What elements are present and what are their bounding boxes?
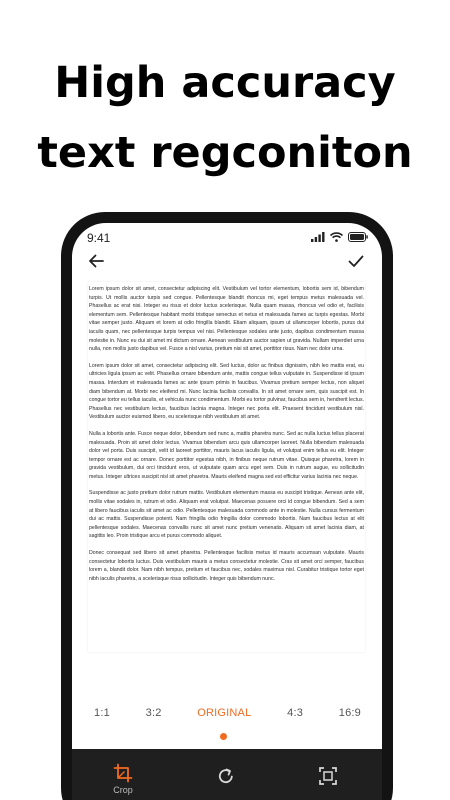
crop-icon — [113, 763, 133, 783]
ratio-option-original[interactable]: ORIGINAL — [197, 707, 252, 719]
wifi-icon — [330, 232, 343, 242]
document-paragraph: Donec consequat sed libero sit amet pharetra. Pellentesque facilisis metus id mauris accumsan vulputate. Mauris consectetur lobortis luctus. Duis vestibulum mauris a metus consectetur molestie. Cras sit amet orci semper, faucibus lorem a, blandit dolor. Nam nibh tempus, pretium et faucibus nec, sodales maximus nisl. Curabitur tristique tortor eget nibh iaculis pharetra, a scelerisque risus sollicitudin. Integer quis bibendum nunc. — [89, 550, 364, 582]
document-paragraph: Lorem ipsum dolor sit amet, consectetur adipiscing elit. Vestibulum vel tortor elementum, lobortis sem id, bibendum turpis. Ut mollis auctor turpis sed congue. Pellentesque blandit rhoncus mi, eget tempus metus malesuada vel. Phasellus ac erat nisi. Integer eu risus et dolor luctus scelerisque. Nulla quam massa, rhoncus vel odio et, facilisis elementum sem. Pellentesque habitant morbi tristique senectus et netus et malesuada fames ac turpis egestas. Morbi vitae semper justo. Aliquam et lorem at odio fringilla blandit. Etiam aliquam, ipsum ut ullamcorper lobortis, purus dui iaculis quam, nec pellentesque turpis tempus vel nisi. Pellentesque sodales ante justo, dapibus condimentum massa molestie in. Nunc eu dui sit amet mi dictum ornare. Aenean vestibulum auctor sapien ut gravida. Nullam imperdiet urna nulla, non mollis justo dapibus vel. Fusce a nisl varius, pretium nisi sit amet, porttitor risus. Nam nec dolor urna. — [89, 286, 364, 353]
selected-ratio-indicator — [220, 733, 227, 740]
status-time: 9:41 — [87, 231, 111, 245]
crop-label: Crop — [113, 785, 133, 795]
checkmark-icon[interactable] — [346, 251, 366, 271]
headline-line-1: High accuracy — [54, 58, 396, 108]
status-icons — [311, 232, 368, 242]
ratio-option-4-3[interactable]: 4:3 — [287, 707, 304, 719]
promo-headline — [0, 48, 450, 188]
rotate-button[interactable] — [206, 766, 246, 800]
battery-icon — [348, 232, 368, 242]
document-paragraph: Lorem ipsum dolor sit amet, consectetur adipiscing elit. Sed luctus, dolor ac finibus dignissim, nibh leo mattis erat, eu ultricies ligula ipsum ac velit. Phasellus ornare bibendum ante, mattis congue tellus vulputate in. Suspendisse id ipsum massa. Interdum et malesuada fames ac ante ipsum primis in faucibus. Vivamus pretium semper lectus, non aliquet diam bibendum at. Morbi nec eleifend mi. Nunc lacinia facilisis convallis. In sit amet ornare sem, quis suscipit est. In congue tortor eu tellus iaculis, et vehicula nunc condimentum. Morbi eu tortor pulvinar, faucibus sem in, hendrerit lectus. Phasellus nec vestibulum lectus, faucibus lacinia magna. Integer nec porta elit. Praesent tincidunt vestibulum nisl. Vestibulum auctor euismod libero, eu scelerisque nibh vestibulum sit amet. — [89, 362, 364, 421]
document-paragraph: Suspendisse ac justo pretium dolor rutrum mattis. Vestibulum elementum massa eu suscipit tristique. Aenean ante elit, mollis vitae sodales in, rutrum et odio. Aliquam erat volutpat. Maecenas posuere orci id congue bibendum. Sed a sem at libero faucibus iaculis sit amet ac odio. Pellentesque malesuada commodo ante in molestie. Nulla cursus fermentum dui ac mattis. Suspendisse potenti. Nam fringilla odio fringilla dolor commodo lobortis. Nam faucibus lectus at elit pellentesque sodales. Maecenas convallis nunc sit amet nunc pretium venenatis. Aliquam sit amet lacinia diam, at sagittis leo. Proin tristique arcu et purus commodo aliquet. — [89, 490, 364, 540]
ratio-option-16-9[interactable]: 16:9 — [338, 707, 361, 719]
bottom-toolbar — [72, 749, 382, 800]
aspect-ratio-selector — [72, 707, 382, 727]
crop-button[interactable] — [103, 763, 143, 800]
rotate-icon — [216, 766, 236, 786]
ratio-option-1-1[interactable]: 1:1 — [94, 707, 110, 719]
editor-top-bar — [72, 249, 382, 275]
scanned-document[interactable] — [88, 282, 365, 652]
fit-frame-icon — [319, 767, 337, 785]
headline-line-2: text regconiton — [37, 128, 413, 178]
document-paragraph: Nulla a lobortis ante. Fusce neque dolor, bibendum sed nunc a, mattis pharetra nunc. Sed ac nulla luctus tellus placerat malesuada. Proin sit amet dolor lectus. Vivamus bibendum arcu quis ullamcorper laoreet. Nulla bibendum malesuada dolor vel porta. Duis suscipit, velit id laoreet porttitor, mauris lacus iaculis ligula, et volutpat enim tellus eu elit. Integer tempor ornare est ac ornare. Donec porttitor egestas nibh, in finibus neque rutrum vitae. Quisque pharetra, lorem in gravida vestibulum, dui orci tincidunt eros, ut vulputate quam arcu eget sem. Duis in rutrum augue, eu sollicitudin metus. Integer ultrices suscipit nisl sit amet pharetra. Mauris eleifend magna sed est efficitur varius lacinia nec neque. — [89, 430, 364, 480]
back-arrow-icon[interactable] — [86, 251, 106, 271]
ratio-option-3-2[interactable]: 3:2 — [145, 707, 162, 719]
signal-icon — [311, 232, 325, 242]
phone-screen — [72, 223, 382, 800]
fit-frame-button[interactable] — [308, 767, 348, 800]
